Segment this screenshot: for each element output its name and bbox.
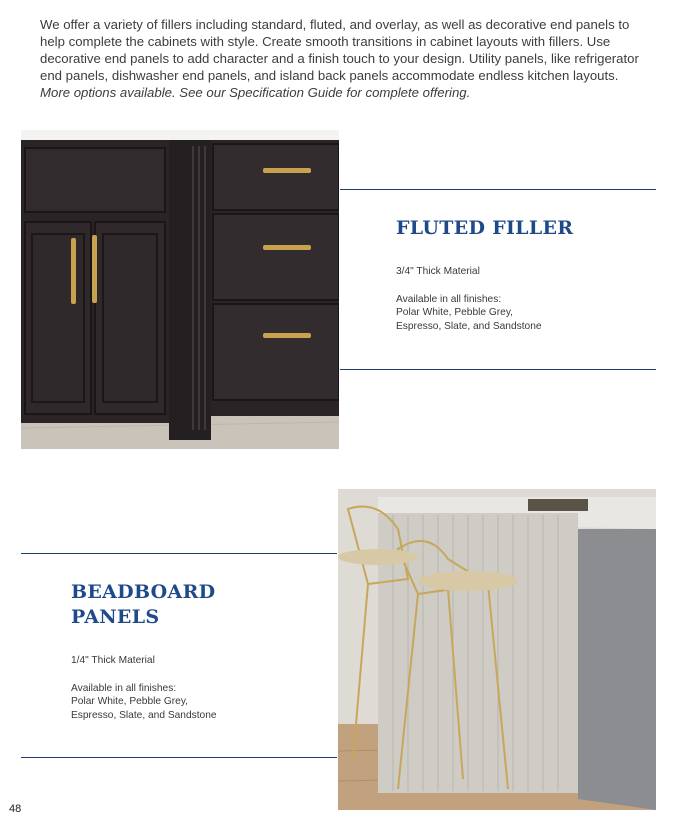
fluted-filler-heading: FLUTED FILLER <box>396 217 574 239</box>
section-rule-bottom <box>340 369 656 370</box>
beadboard-heading-line1: BEADBOARD <box>71 581 216 603</box>
fluted-finishes-line2: Espresso, Slate, and Sandstone <box>396 320 542 332</box>
page-number: 48 <box>9 803 22 815</box>
beadboard-heading-line2: PANELS <box>71 606 160 628</box>
section-rule-bottom-2 <box>21 757 337 758</box>
fluted-filler-photo <box>21 130 339 449</box>
section-rule-top-2 <box>21 553 337 554</box>
beadboard-finishes-line2: Espresso, Slate, and Sandstone <box>71 709 217 721</box>
intro-text: We offer a variety of fillers including standard, fluted, and overlay, as well as decorative end panels to help complete the cabinets with style. Create smooth transitions in cabinet layouts with fillers. Use decorative end panels to add character and a finish touch to your design. Utility panels, like refrigerator end panels, dishwasher end panels, and island back panels accommodate endless kitchen layouts. <box>40 17 639 83</box>
beadboard-finishes-line1: Polar White, Pebble Grey, <box>71 696 189 707</box>
beadboard-availability-label: Available in all finishes: <box>71 682 177 694</box>
beadboard-specs <box>71 654 217 722</box>
fluted-thickness: 3/4" Thick Material <box>396 266 480 277</box>
fluted-availability-label: Available in all finishes: <box>396 293 502 305</box>
beadboard-thickness: 1/4" Thick Material <box>71 655 155 666</box>
fluted-finishes-line1: Polar White, Pebble Grey, <box>396 307 514 318</box>
intro-paragraph <box>40 16 640 101</box>
fluted-filler-specs <box>396 265 542 333</box>
beadboard-panels-heading <box>71 580 215 630</box>
beadboard-panels-photo <box>338 489 656 810</box>
section-rule-top <box>340 189 656 190</box>
intro-italic-note: More options available. See our Specification Guide for complete offering. <box>40 85 471 100</box>
